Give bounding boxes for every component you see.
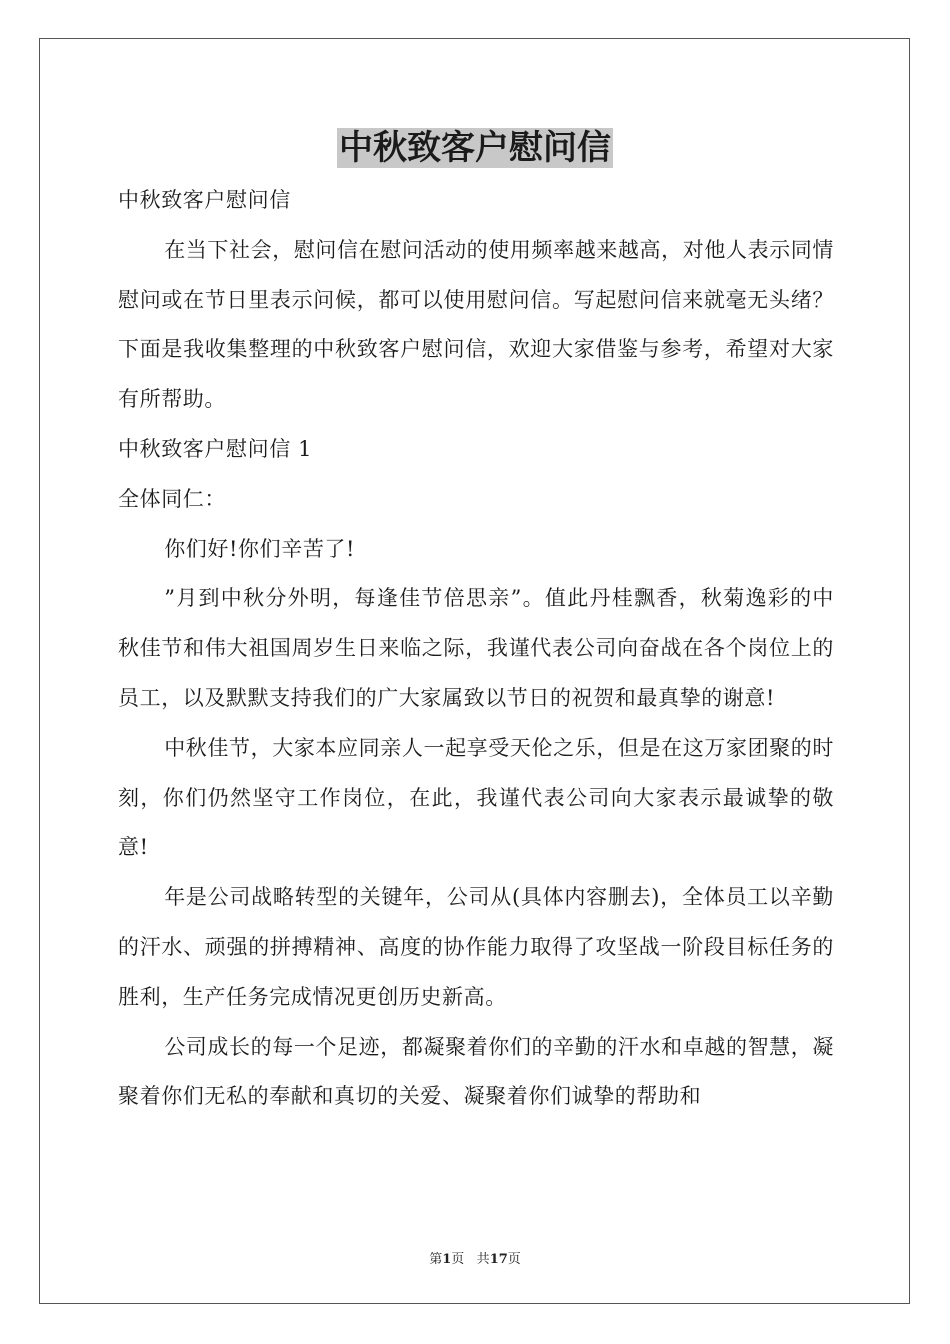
document-title-text: 中秋致客户慰问信 — [339, 128, 611, 168]
total-pages: 17 — [489, 1252, 508, 1267]
paragraph-body-1: ”月到中秋分外明，每逢佳节倍思亲”。值此丹桂飘香，秋菊逸彩的中秋佳节和伟大祖国周岁生日来临之际，我谨代表公司向奋战在各个岗位上的员工，以及默默支持我们的广大家属致以节日的祝贺和最真挚的谢意! — [118, 586, 834, 710]
page-footer — [0, 1248, 950, 1267]
paragraph-subtitle: 中秋致客户慰问信 — [118, 188, 291, 212]
total-suffix: 页 — [507, 1252, 521, 1267]
document-title — [0, 126, 950, 170]
paragraph-heading-1: 中秋致客户慰问信 1 — [118, 436, 313, 461]
page-suffix: 页 — [451, 1252, 465, 1267]
paragraph-body-4: 公司成长的每一个足迹，都凝聚着你们的辛勤的汗水和卓越的智慧，凝聚着你们无私的奉献和真切的关爱、凝聚着你们诚挚的帮助和 — [118, 1034, 834, 1109]
paragraph-body-2: 中秋佳节，大家本应同亲人一起享受天伦之乐，但是在这万家团聚的时刻，你们仍然坚守工作岗位，在此，我谨代表公司向大家表示最诚挚的敬意! — [118, 735, 834, 860]
document-body — [118, 176, 834, 1122]
paragraph-greeting: 你们好!你们辛苦了! — [164, 536, 356, 561]
total-prefix: 共 — [476, 1252, 490, 1267]
page-number: 1 — [442, 1252, 452, 1267]
paragraph-salutation: 全体同仁： — [118, 486, 226, 511]
paragraph-intro: 在当下社会，慰问信在慰问活动的使用频率越来越高，对他人表示同情慰问或在节日里表示问候，都可以使用慰问信。写起慰问信来就毫无头绪？下面是我收集整理的中秋致客户慰问信，欢迎大家借鉴与参考，希望对大家有所帮助。 — [118, 237, 834, 412]
paragraph-body-3: 年是公司战略转型的关键年，公司从(具体内容删去)，全体员工以辛勤的汗水、顽强的拼搏精神、高度的协作能力取得了攻坚战一阶段目标任务的胜利，生产任务完成情况更创历史新高。 — [118, 885, 834, 1009]
page-prefix: 第 — [429, 1252, 443, 1267]
